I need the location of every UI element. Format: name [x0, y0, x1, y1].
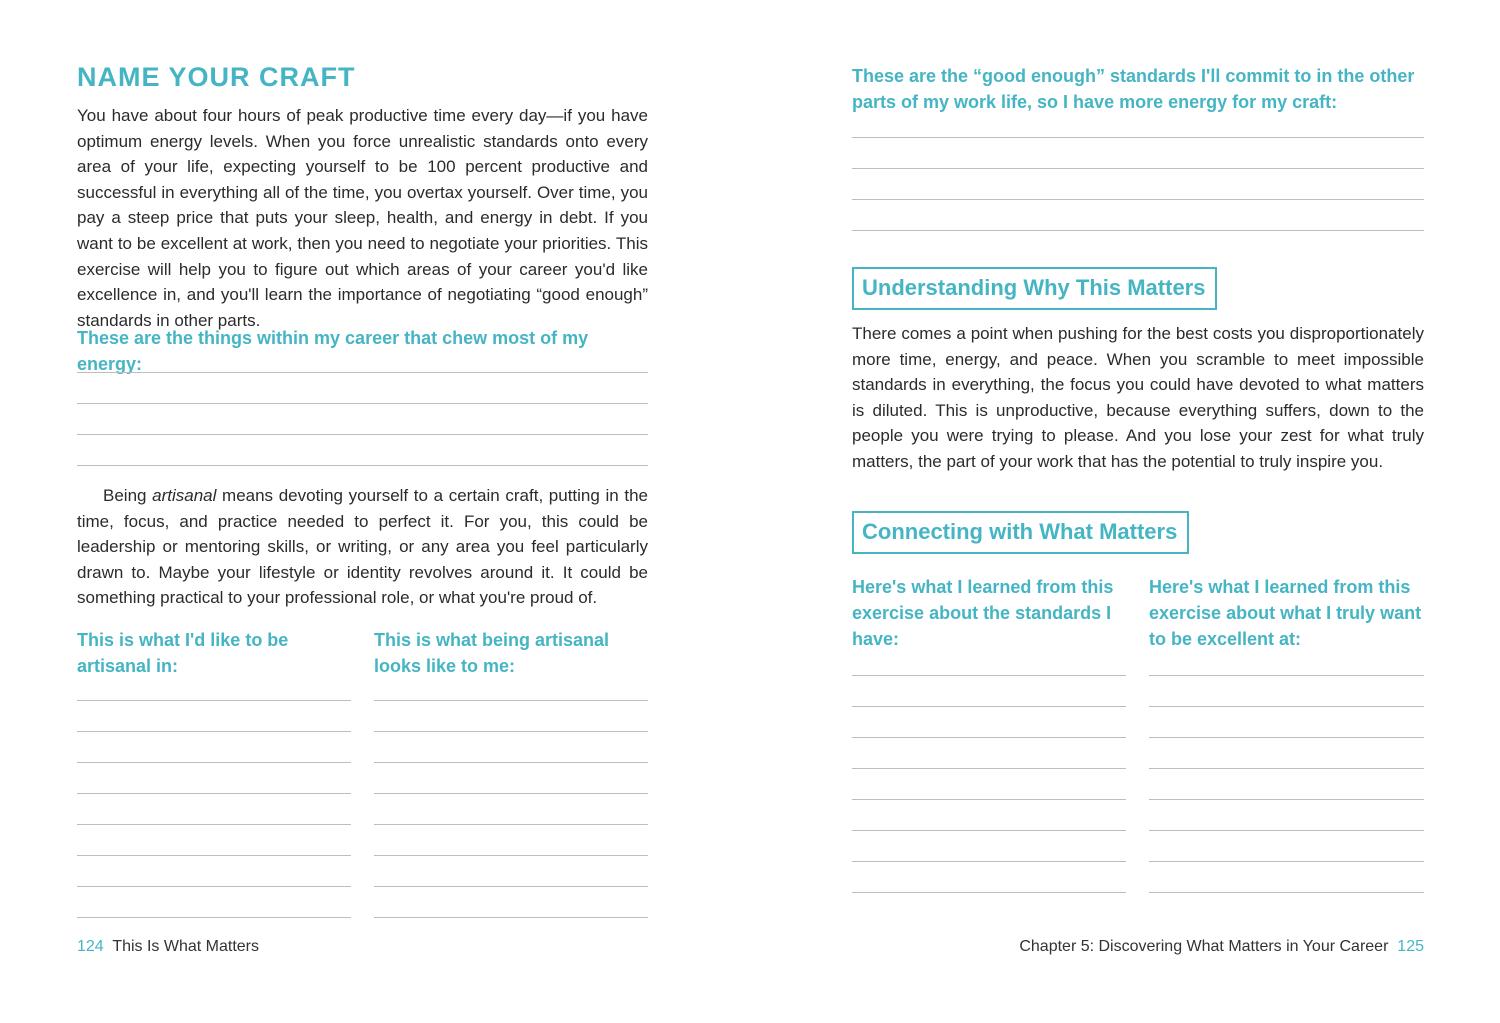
- answer-line[interactable]: [852, 831, 1126, 862]
- answer-line[interactable]: [852, 138, 1424, 169]
- answer-line[interactable]: [77, 373, 648, 404]
- artisanal-paragraph: [77, 483, 648, 611]
- answer-line[interactable]: [77, 701, 351, 732]
- answer-line[interactable]: [374, 763, 648, 794]
- answer-line[interactable]: [1149, 676, 1424, 707]
- answer-line[interactable]: [374, 701, 648, 732]
- answer-line[interactable]: [374, 794, 648, 825]
- answer-line[interactable]: [77, 435, 648, 466]
- answer-line[interactable]: [852, 800, 1126, 831]
- answer-line[interactable]: [374, 887, 648, 918]
- answer-line[interactable]: [374, 825, 648, 856]
- page-title: NAME YOUR CRAFT: [77, 62, 356, 92]
- answer-line[interactable]: [852, 676, 1126, 707]
- answer-line[interactable]: [1149, 800, 1424, 831]
- answer-line[interactable]: [1149, 862, 1424, 893]
- prompt-artisanal-looks: This is what being artisanal looks like to me:: [374, 630, 610, 676]
- answer-line[interactable]: [77, 670, 351, 701]
- answer-line[interactable]: [852, 862, 1126, 893]
- answer-line[interactable]: [77, 404, 648, 435]
- answer-line[interactable]: [77, 794, 351, 825]
- answer-lines-energy[interactable]: [77, 342, 648, 466]
- answer-line[interactable]: [852, 738, 1126, 769]
- answer-line[interactable]: [1149, 645, 1424, 676]
- page-number: 124: [77, 938, 104, 955]
- artisanal-word: artisanal: [152, 486, 217, 505]
- answer-line[interactable]: [77, 342, 648, 373]
- prompt-learned-standards: Here's what I learned from this exercise about the standards I have:: [852, 577, 1114, 649]
- book-title: This Is What Matters: [112, 938, 260, 955]
- answer-line[interactable]: [77, 856, 351, 887]
- answer-lines-artisanal-in[interactable]: [77, 670, 351, 918]
- answer-line[interactable]: [374, 856, 648, 887]
- answer-line[interactable]: [852, 645, 1126, 676]
- answer-line[interactable]: [1149, 707, 1424, 738]
- answer-line[interactable]: [77, 763, 351, 794]
- answer-line[interactable]: [852, 707, 1126, 738]
- answer-line[interactable]: [852, 200, 1424, 231]
- answer-lines-good-enough[interactable]: [852, 107, 1424, 231]
- prompt-learned-excellent: Here's what I learned from this exercise about what I truly want to be excellent at:: [1149, 577, 1422, 649]
- answer-line[interactable]: [374, 732, 648, 763]
- answer-line[interactable]: [852, 769, 1126, 800]
- right-page: [852, 0, 1424, 1023]
- prompt-energy: These are the things within my career that chew most of my energy:: [77, 328, 589, 374]
- answer-line[interactable]: [1149, 738, 1424, 769]
- chapter-title: Chapter 5: Discovering What Matters in Your Career: [1019, 938, 1389, 955]
- artisanal-post: means devoting yourself to a certain craft, putting in the time, focus, and practice needed to perfect it. For you, this could be leadership or mentoring skills, or writing, or any area you feel particularly drawn to. Maybe your lifestyle or identity revolves around it. It could be something practical to your professional role, or what you're proud of.: [77, 486, 648, 608]
- answer-line[interactable]: [374, 670, 648, 701]
- answer-line[interactable]: [77, 887, 351, 918]
- answer-line[interactable]: [77, 825, 351, 856]
- answer-line[interactable]: [852, 169, 1424, 200]
- footer-right: [1019, 938, 1424, 956]
- artisanal-pre: Being: [103, 486, 153, 505]
- heading-understanding: Understanding Why This Matters: [852, 267, 1217, 310]
- answer-lines-excellent[interactable]: [1149, 645, 1424, 893]
- answer-line[interactable]: [852, 107, 1424, 138]
- answer-line[interactable]: [1149, 831, 1424, 862]
- understanding-paragraph: There comes a point when pushing for the best costs you disproportionately more time, energy, and peace. When you scramble to meet impossible standards in everything, the focus you could have devoted to what matters is diluted. This is unproductive, because everything suffers, down to the people you were trying to please. And you lose your zest for what truly matters, the part of your work that has the potential to truly inspire you.: [852, 324, 1424, 471]
- heading-connecting: Connecting with What Matters: [852, 511, 1189, 554]
- answer-lines-artisanal-looks[interactable]: [374, 670, 648, 918]
- answer-lines-standards[interactable]: [852, 645, 1126, 893]
- footer-left: [77, 938, 259, 956]
- prompt-good-enough: These are the “good enough” standards I'll commit to in the other parts of my work life, so I have more energy for my craft:: [852, 66, 1415, 112]
- prompt-artisanal-in: This is what I'd like to be artisanal in:: [77, 630, 289, 676]
- answer-line[interactable]: [77, 732, 351, 763]
- intro-paragraph: You have about four hours of peak productive time every day—if you have optimum energy levels. When you force unrealistic standards onto every area of your life, expecting yourself to be 100 percent productive and successful in everything all of the time, you overtax yourself. Over time, you pay a steep price that puts your sleep, health, and energy in debt. If you want to be excellent at work, then you need to negotiate your priorities. This exercise will help you to figure out which areas of your career you'd like excellence in, and you'll learn the importance of negotiating “good enough” standards in other parts.: [77, 106, 648, 330]
- left-page: [77, 0, 648, 1023]
- answer-line[interactable]: [1149, 769, 1424, 800]
- page-number: 125: [1397, 938, 1424, 955]
